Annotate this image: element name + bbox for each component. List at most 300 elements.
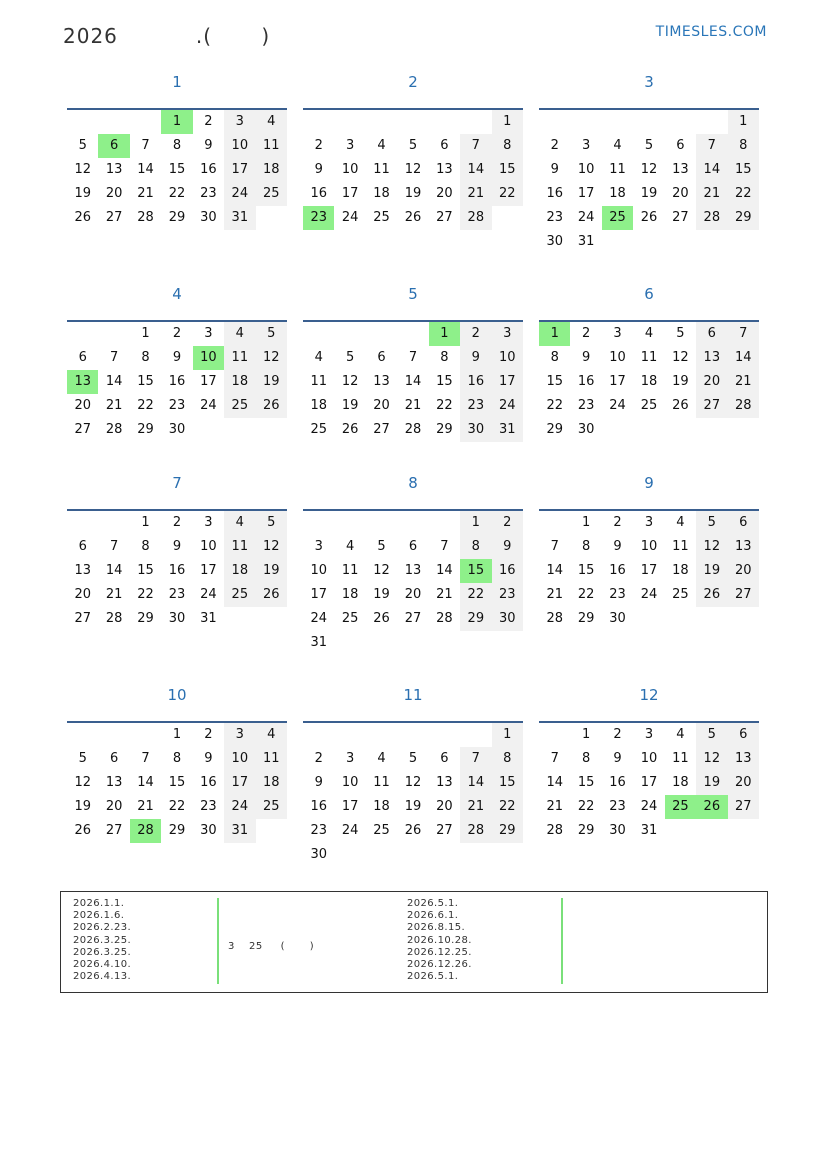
day-cell: 31 xyxy=(640,823,658,838)
month-grid xyxy=(303,509,523,655)
day-cell: 11 xyxy=(672,539,689,554)
day-cell: 23 xyxy=(609,799,626,814)
day-cell: 4 xyxy=(224,322,255,346)
title-year: 2026 xyxy=(63,24,118,48)
day-cell: 13 xyxy=(728,535,759,559)
day-cell: 11 xyxy=(256,134,287,158)
day-cell: 16 xyxy=(609,563,626,578)
day-cell: 30 xyxy=(200,210,217,225)
day-cell: 1 xyxy=(492,723,523,747)
day-cell: 21 xyxy=(105,587,123,602)
day-cell: 15 xyxy=(577,775,595,790)
month-10 xyxy=(67,685,287,838)
day-cell: 18 xyxy=(640,374,658,389)
day-cell: 29 xyxy=(168,823,186,838)
day-cell: 17 xyxy=(609,374,626,389)
day-cell: 1 xyxy=(581,515,591,530)
day-cell: 28 xyxy=(105,422,123,437)
day-cell: 13 xyxy=(672,162,689,177)
month-6 xyxy=(539,284,759,437)
day-cell: 29 xyxy=(546,422,563,437)
empty-day-cell xyxy=(366,723,397,747)
day-cell: 17 xyxy=(310,587,327,602)
day-cell: 28 xyxy=(137,210,154,225)
day-cell: 10 xyxy=(200,539,217,554)
day-cell: 16 xyxy=(492,559,523,583)
holiday-date: 2026.8.15. xyxy=(407,922,466,934)
empty-day-cell xyxy=(397,723,428,747)
day-cell: 30 xyxy=(200,823,217,838)
empty-day-cell xyxy=(334,110,365,134)
day-cell: 17 xyxy=(640,563,658,578)
day-cell: 23 xyxy=(577,398,595,413)
day-cell: 6 xyxy=(109,751,119,766)
empty-day-cell xyxy=(366,110,397,134)
month-title: 1 xyxy=(172,73,182,91)
day-cell: 20 xyxy=(74,398,91,413)
day-cell: 12 xyxy=(696,535,727,559)
day-cell: 17 xyxy=(341,186,359,201)
day-cell: 27 xyxy=(74,422,91,437)
day-cell: 6 xyxy=(728,723,759,747)
empty-day-cell xyxy=(67,322,98,346)
day-cell: 19 xyxy=(672,374,689,389)
day-cell: 11 xyxy=(341,563,359,578)
day-cell: 3 xyxy=(644,515,654,530)
day-cell: 30 xyxy=(492,607,523,631)
day-cell: 1 xyxy=(728,110,759,134)
empty-day-cell xyxy=(334,723,365,747)
day-cell: 12 xyxy=(696,747,727,771)
day-cell: 18 xyxy=(341,587,359,602)
day-cell: 9 xyxy=(492,535,523,559)
holiday-date: 2026.12.25. xyxy=(407,946,472,958)
day-cell: 8 xyxy=(460,535,491,559)
day-cell: 14 xyxy=(546,775,563,790)
day-cell: 28 xyxy=(546,611,563,626)
day-cell: 2 xyxy=(314,138,323,153)
month-title: 7 xyxy=(172,474,182,492)
day-cell: 22 xyxy=(728,182,759,206)
day-cell: 15 xyxy=(168,775,186,790)
day-cell: 24 xyxy=(609,398,626,413)
day-cell: 25 xyxy=(224,394,255,418)
day-cell: 24 xyxy=(640,587,658,602)
day-cell: 16 xyxy=(310,799,327,814)
day-cell: 26 xyxy=(672,398,689,413)
day-cell: 28 xyxy=(105,611,123,626)
day-cell: 20 xyxy=(436,186,453,201)
day-cell: 30 xyxy=(609,823,626,838)
day-cell: 23 xyxy=(546,210,563,225)
empty-day-cell xyxy=(303,110,334,134)
month-grid xyxy=(539,320,759,442)
day-cell: 3 xyxy=(224,110,255,134)
day-cell: 2 xyxy=(550,138,559,153)
day-cell: 7 xyxy=(460,747,491,771)
day-cell: 2 xyxy=(581,326,591,341)
day-cell: 24 xyxy=(492,394,523,418)
day-cell: 27 xyxy=(728,583,759,607)
day-cell: 22 xyxy=(168,186,186,201)
holiday-date: 2026.3.25. xyxy=(73,946,132,958)
day-cell: 26 xyxy=(696,583,727,607)
day-cell: 4 xyxy=(256,723,287,747)
empty-day-cell xyxy=(366,322,397,346)
holiday-day-cell: 26 xyxy=(696,795,727,819)
day-cell: 2 xyxy=(172,326,182,341)
empty-day-cell xyxy=(539,723,570,747)
day-cell: 4 xyxy=(314,350,323,365)
day-cell: 18 xyxy=(224,370,255,394)
day-cell: 13 xyxy=(373,374,390,389)
empty-day-cell xyxy=(366,511,397,535)
day-cell: 14 xyxy=(460,158,491,182)
day-cell: 24 xyxy=(224,182,255,206)
day-cell: 12 xyxy=(74,162,91,177)
day-cell: 4 xyxy=(377,751,386,766)
day-cell: 22 xyxy=(577,799,595,814)
day-cell: 31 xyxy=(577,234,595,249)
day-cell: 23 xyxy=(609,587,626,602)
day-cell: 18 xyxy=(373,186,390,201)
day-cell: 11 xyxy=(224,535,255,559)
holiday-date: 2026.1.1. xyxy=(73,898,125,909)
site-brand[interactable]: TIMESLES.COM xyxy=(655,24,767,40)
day-cell: 9 xyxy=(204,138,213,153)
day-cell: 19 xyxy=(256,559,287,583)
day-cell: 9 xyxy=(550,162,559,177)
day-cell: 24 xyxy=(224,795,255,819)
empty-day-cell xyxy=(303,511,334,535)
month-title: 10 xyxy=(167,686,187,704)
day-cell: 15 xyxy=(137,374,154,389)
day-cell: 6 xyxy=(78,350,87,365)
day-cell: 10 xyxy=(341,162,359,177)
day-cell: 15 xyxy=(577,563,595,578)
holiday-date: 2026.12.26. xyxy=(407,959,472,971)
day-cell: 16 xyxy=(200,162,217,177)
day-cell: 1 xyxy=(581,727,591,742)
day-cell: 21 xyxy=(137,186,154,201)
day-cell: 6 xyxy=(440,751,449,766)
day-cell: 26 xyxy=(404,210,422,225)
day-cell: 8 xyxy=(141,539,150,554)
day-cell: 29 xyxy=(492,819,523,843)
empty-day-cell xyxy=(98,110,129,134)
empty-day-cell xyxy=(334,511,365,535)
month-7 xyxy=(67,473,287,626)
day-cell: 3 xyxy=(492,322,523,346)
holiday-date: 2026.5.1. xyxy=(407,971,459,983)
day-cell: 11 xyxy=(672,751,689,766)
day-cell: 27 xyxy=(672,210,689,225)
day-cell: 2 xyxy=(613,515,622,530)
day-cell: 3 xyxy=(314,539,323,554)
day-cell: 27 xyxy=(436,823,453,838)
day-cell: 25 xyxy=(373,210,390,225)
empty-day-cell xyxy=(98,322,129,346)
day-cell: 8 xyxy=(172,138,182,153)
day-cell: 28 xyxy=(436,611,453,626)
day-cell: 1 xyxy=(492,110,523,134)
day-cell: 4 xyxy=(676,727,685,742)
holiday-day-cell: 1 xyxy=(161,110,192,134)
day-cell: 23 xyxy=(460,394,491,418)
empty-day-cell xyxy=(429,723,460,747)
day-cell: 22 xyxy=(577,587,595,602)
day-cell: 22 xyxy=(546,398,563,413)
day-cell: 7 xyxy=(141,751,150,766)
day-cell: 25 xyxy=(310,422,327,437)
month-title: 4 xyxy=(172,285,182,303)
empty-day-cell xyxy=(633,110,664,134)
day-cell: 20 xyxy=(404,587,422,602)
day-cell: 19 xyxy=(373,587,390,602)
day-cell: 20 xyxy=(105,186,123,201)
day-cell: 1 xyxy=(172,727,182,742)
day-cell: 14 xyxy=(137,162,154,177)
day-cell: 14 xyxy=(546,563,563,578)
empty-day-cell xyxy=(539,110,570,134)
empty-day-cell xyxy=(397,110,428,134)
day-cell: 6 xyxy=(440,138,449,153)
holiday-day-cell: 1 xyxy=(429,322,460,346)
day-cell: 26 xyxy=(373,611,390,626)
day-cell: 11 xyxy=(256,747,287,771)
day-cell: 11 xyxy=(609,162,626,177)
holiday-date: 2026.2.23. xyxy=(73,922,132,934)
holiday-date: 2026.4.10. xyxy=(73,959,132,971)
holiday-day-cell: 6 xyxy=(98,134,129,158)
holiday-day-cell: 10 xyxy=(193,346,224,370)
empty-day-cell xyxy=(665,110,696,134)
day-cell: 31 xyxy=(224,206,255,230)
day-cell: 11 xyxy=(310,374,327,389)
day-cell: 5 xyxy=(408,138,418,153)
day-cell: 29 xyxy=(137,611,154,626)
day-cell: 30 xyxy=(546,234,563,249)
day-cell: 15 xyxy=(546,374,563,389)
holiday-marker-bar xyxy=(217,898,219,984)
day-cell: 10 xyxy=(577,162,595,177)
day-cell: 9 xyxy=(172,539,182,554)
month-8 xyxy=(303,473,523,650)
day-cell: 31 xyxy=(492,418,523,442)
day-cell: 14 xyxy=(105,563,123,578)
day-cell: 23 xyxy=(200,799,217,814)
day-cell: 22 xyxy=(492,182,523,206)
day-cell: 21 xyxy=(436,587,453,602)
day-cell: 25 xyxy=(640,398,658,413)
day-cell: 15 xyxy=(492,158,523,182)
day-cell: 25 xyxy=(672,587,689,602)
empty-day-cell xyxy=(397,322,428,346)
day-cell: 27 xyxy=(373,422,390,437)
month-title: 8 xyxy=(408,474,418,492)
day-cell: 19 xyxy=(640,186,658,201)
day-cell: 31 xyxy=(200,611,217,626)
day-cell: 2 xyxy=(613,727,622,742)
month-title: 6 xyxy=(644,285,654,303)
day-cell: 10 xyxy=(609,350,626,365)
day-cell: 18 xyxy=(310,398,327,413)
day-cell: 7 xyxy=(141,138,150,153)
day-cell: 20 xyxy=(105,799,123,814)
day-cell: 13 xyxy=(436,162,453,177)
holiday-date: 2026.4.13. xyxy=(73,971,132,983)
day-cell: 19 xyxy=(74,799,91,814)
day-cell: 22 xyxy=(436,398,453,413)
day-cell: 26 xyxy=(404,823,422,838)
day-cell: 18 xyxy=(672,775,689,790)
day-cell: 12 xyxy=(404,775,422,790)
day-cell: 2 xyxy=(172,515,182,530)
day-cell: 13 xyxy=(105,775,123,790)
day-cell: 30 xyxy=(310,847,327,862)
day-cell: 12 xyxy=(672,350,689,365)
day-cell: 5 xyxy=(78,751,87,766)
day-cell: 24 xyxy=(310,611,327,626)
day-cell: 6 xyxy=(78,539,87,554)
title-rest: .( ) xyxy=(195,24,271,48)
holiday-day-cell: 13 xyxy=(67,370,98,394)
day-cell: 17 xyxy=(200,563,217,578)
day-cell: 27 xyxy=(105,210,123,225)
day-cell: 28 xyxy=(460,206,491,230)
holiday-day-cell: 23 xyxy=(303,206,334,230)
day-cell: 30 xyxy=(577,422,595,437)
day-cell: 13 xyxy=(696,346,727,370)
day-cell: 5 xyxy=(78,138,87,153)
day-cell: 10 xyxy=(224,747,255,771)
day-cell: 14 xyxy=(436,563,453,578)
day-cell: 28 xyxy=(696,206,727,230)
empty-day-cell xyxy=(130,110,161,134)
day-cell: 14 xyxy=(404,374,422,389)
day-cell: 4 xyxy=(644,326,654,341)
month-3 xyxy=(539,72,759,249)
holiday-day-cell: 28 xyxy=(130,819,161,843)
month-title: 12 xyxy=(639,686,659,704)
day-cell: 18 xyxy=(224,559,255,583)
day-cell: 5 xyxy=(644,138,654,153)
day-cell: 13 xyxy=(404,563,422,578)
holiday-list-left xyxy=(73,898,131,983)
day-cell: 8 xyxy=(492,134,523,158)
day-cell: 11 xyxy=(640,350,658,365)
day-cell: 15 xyxy=(492,771,523,795)
day-cell: 28 xyxy=(728,394,759,418)
day-cell: 2 xyxy=(314,751,323,766)
day-cell: 7 xyxy=(728,322,759,346)
day-cell: 11 xyxy=(373,162,390,177)
day-cell: 18 xyxy=(672,563,689,578)
day-cell: 5 xyxy=(345,350,355,365)
day-cell: 8 xyxy=(172,751,182,766)
day-cell: 20 xyxy=(373,398,390,413)
day-cell: 21 xyxy=(546,799,563,814)
day-cell: 5 xyxy=(256,322,287,346)
day-cell: 15 xyxy=(728,158,759,182)
empty-day-cell xyxy=(696,110,727,134)
day-cell: 19 xyxy=(404,186,422,201)
month-grid xyxy=(303,108,523,230)
month-grid xyxy=(67,108,287,230)
holiday-date: 2026.10.28. xyxy=(407,934,472,946)
holiday-date: 2026.1.6. xyxy=(73,910,125,922)
day-cell: 4 xyxy=(345,539,355,554)
day-cell: 7 xyxy=(109,350,119,365)
day-cell: 1 xyxy=(460,511,491,535)
day-cell: 24 xyxy=(200,398,217,413)
day-cell: 20 xyxy=(436,799,453,814)
day-cell: 15 xyxy=(137,563,154,578)
day-cell: 23 xyxy=(168,398,186,413)
empty-day-cell xyxy=(397,511,428,535)
day-cell: 2 xyxy=(204,727,213,742)
day-cell: 10 xyxy=(640,539,658,554)
day-cell: 31 xyxy=(224,819,255,843)
empty-day-cell xyxy=(67,511,98,535)
empty-day-cell xyxy=(539,511,570,535)
page-title xyxy=(63,20,270,49)
day-cell: 5 xyxy=(696,723,727,747)
day-cell: 7 xyxy=(550,539,559,554)
day-cell: 9 xyxy=(314,162,323,177)
day-cell: 3 xyxy=(644,727,654,742)
day-cell: 30 xyxy=(168,422,186,437)
day-cell: 25 xyxy=(224,583,255,607)
day-cell: 4 xyxy=(256,110,287,134)
day-cell: 27 xyxy=(696,394,727,418)
day-cell: 17 xyxy=(224,158,255,182)
day-cell: 24 xyxy=(341,210,359,225)
month-grid xyxy=(539,509,759,631)
day-cell: 12 xyxy=(640,162,658,177)
empty-day-cell xyxy=(460,723,491,747)
day-cell: 20 xyxy=(728,771,759,795)
day-cell: 13 xyxy=(728,747,759,771)
day-cell: 19 xyxy=(341,398,359,413)
day-cell: 8 xyxy=(440,350,449,365)
holiday-date: 2026.3.25. xyxy=(73,934,132,946)
day-cell: 10 xyxy=(640,751,658,766)
day-cell: 5 xyxy=(408,751,418,766)
month-11 xyxy=(303,685,523,862)
day-cell: 26 xyxy=(74,823,91,838)
day-cell: 7 xyxy=(696,134,727,158)
holiday-list xyxy=(60,891,768,993)
day-cell: 7 xyxy=(550,751,559,766)
month-grid xyxy=(67,320,287,442)
day-cell: 19 xyxy=(74,186,91,201)
day-cell: 9 xyxy=(314,775,323,790)
day-cell: 21 xyxy=(696,182,727,206)
month-grid xyxy=(539,721,759,843)
day-cell: 26 xyxy=(256,394,287,418)
day-cell: 12 xyxy=(373,563,390,578)
day-cell: 14 xyxy=(137,775,154,790)
day-cell: 12 xyxy=(341,374,359,389)
day-cell: 6 xyxy=(696,322,727,346)
day-cell: 25 xyxy=(373,823,390,838)
day-cell: 29 xyxy=(577,611,595,626)
month-4 xyxy=(67,284,287,437)
day-cell: 20 xyxy=(696,370,727,394)
day-cell: 16 xyxy=(168,563,186,578)
day-cell: 9 xyxy=(613,751,622,766)
